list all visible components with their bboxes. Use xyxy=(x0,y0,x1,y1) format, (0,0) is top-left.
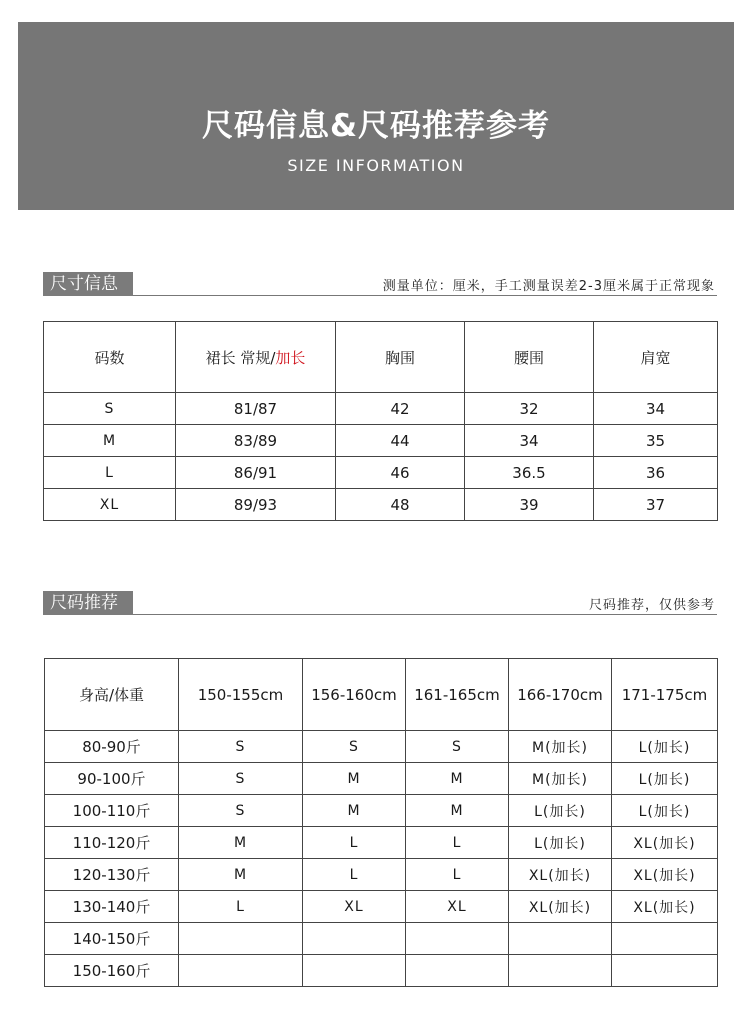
size-cell xyxy=(179,923,303,955)
length-cell: 83/89 xyxy=(176,425,336,457)
size-cell: M xyxy=(179,859,303,891)
header-height-range: 166-170cm xyxy=(509,659,612,731)
table-row xyxy=(45,795,718,827)
recommend-section-header xyxy=(43,591,717,615)
shoulder-cell: 34 xyxy=(594,393,718,425)
size-info-note: 测量单位：厘米，手工测量误差2-3厘米属于正常现象 xyxy=(382,279,715,294)
length-cell: 81/87 xyxy=(176,393,336,425)
header-size: 码数 xyxy=(44,322,176,393)
size-cell: XL(加长) xyxy=(612,827,718,859)
header-length-long: 加长 xyxy=(275,348,306,367)
size-cell: L(加长) xyxy=(509,795,612,827)
waist-cell: 32 xyxy=(465,393,594,425)
size-cell xyxy=(303,923,406,955)
header-shoulder: 肩宽 xyxy=(594,322,718,393)
weight-cell: 90-100斤 xyxy=(45,763,179,795)
size-cell: L(加长) xyxy=(612,763,718,795)
table-row xyxy=(45,731,718,763)
header-length xyxy=(176,322,336,393)
size-cell: M xyxy=(303,795,406,827)
chest-cell: 42 xyxy=(336,393,465,425)
size-cell: M(加长) xyxy=(509,731,612,763)
size-cell: M xyxy=(179,827,303,859)
size-cell xyxy=(509,955,612,987)
table-row xyxy=(44,457,718,489)
table-row xyxy=(44,393,718,425)
chest-cell: 44 xyxy=(336,425,465,457)
header-banner xyxy=(18,22,734,210)
weight-cell: 150-160斤 xyxy=(45,955,179,987)
weight-cell: 120-130斤 xyxy=(45,859,179,891)
length-cell: 86/91 xyxy=(176,457,336,489)
size-cell xyxy=(612,955,718,987)
size-cell xyxy=(179,955,303,987)
size-cell: M xyxy=(44,425,176,457)
size-cell: XL(加长) xyxy=(612,859,718,891)
size-cell: L xyxy=(406,827,509,859)
size-cell: L xyxy=(406,859,509,891)
header-height-range: 171-175cm xyxy=(612,659,718,731)
table-row xyxy=(45,955,718,987)
header-height-range: 156-160cm xyxy=(303,659,406,731)
header-chest: 胸围 xyxy=(336,322,465,393)
size-cell: S xyxy=(179,763,303,795)
table-row xyxy=(44,489,718,521)
size-cell: XL(加长) xyxy=(612,891,718,923)
weight-cell: 110-120斤 xyxy=(45,827,179,859)
table-row xyxy=(44,425,718,457)
waist-cell: 36.5 xyxy=(465,457,594,489)
size-cell: L(加长) xyxy=(612,795,718,827)
size-cell: M(加长) xyxy=(509,763,612,795)
size-cell: S xyxy=(179,795,303,827)
size-cell: S xyxy=(44,393,176,425)
table-row xyxy=(45,859,718,891)
size-cell: M xyxy=(406,763,509,795)
size-cell: L(加长) xyxy=(612,731,718,763)
size-info-section-header xyxy=(43,272,717,296)
table-row xyxy=(45,763,718,795)
size-cell: M xyxy=(406,795,509,827)
size-cell: S xyxy=(406,731,509,763)
waist-cell: 39 xyxy=(465,489,594,521)
size-cell: S xyxy=(303,731,406,763)
size-cell: XL(加长) xyxy=(509,859,612,891)
chest-cell: 46 xyxy=(336,457,465,489)
size-cell: S xyxy=(179,731,303,763)
table-row xyxy=(45,923,718,955)
size-cell: L(加长) xyxy=(509,827,612,859)
size-cell: L xyxy=(303,859,406,891)
size-info-table xyxy=(43,321,718,521)
size-cell: L xyxy=(179,891,303,923)
weight-cell: 100-110斤 xyxy=(45,795,179,827)
header-length-regular: 裙长 常规/ xyxy=(205,348,276,367)
size-info-tag: 尺寸信息 xyxy=(43,272,133,296)
size-cell xyxy=(406,923,509,955)
size-cell: XL(加长) xyxy=(509,891,612,923)
size-cell xyxy=(303,955,406,987)
header-height-range: 150-155cm xyxy=(179,659,303,731)
size-cell: XL xyxy=(406,891,509,923)
size-cell: L xyxy=(44,457,176,489)
size-cell: XL xyxy=(44,489,176,521)
recommend-note: 尺码推荐，仅供参考 xyxy=(588,598,715,613)
size-info-header-row xyxy=(44,322,718,393)
header-height-range: 161-165cm xyxy=(406,659,509,731)
recommend-tag: 尺码推荐 xyxy=(43,591,133,615)
recommend-table xyxy=(44,658,718,987)
page-subtitle: SIZE INFORMATION xyxy=(287,156,465,175)
length-cell: 89/93 xyxy=(176,489,336,521)
header-waist: 腰围 xyxy=(465,322,594,393)
size-cell: L xyxy=(303,827,406,859)
weight-cell: 130-140斤 xyxy=(45,891,179,923)
size-cell xyxy=(406,955,509,987)
recommend-header-row xyxy=(45,659,718,731)
table-row xyxy=(45,827,718,859)
size-cell xyxy=(509,923,612,955)
chest-cell: 48 xyxy=(336,489,465,521)
size-cell: XL xyxy=(303,891,406,923)
size-cell xyxy=(612,923,718,955)
weight-cell: 80-90斤 xyxy=(45,731,179,763)
page-title: 尺码信息&尺码推荐参考 xyxy=(201,108,551,144)
table-row xyxy=(45,891,718,923)
shoulder-cell: 37 xyxy=(594,489,718,521)
size-cell: M xyxy=(303,763,406,795)
shoulder-cell: 35 xyxy=(594,425,718,457)
weight-cell: 140-150斤 xyxy=(45,923,179,955)
waist-cell: 34 xyxy=(465,425,594,457)
shoulder-cell: 36 xyxy=(594,457,718,489)
header-height-weight: 身高/体重 xyxy=(45,659,179,731)
